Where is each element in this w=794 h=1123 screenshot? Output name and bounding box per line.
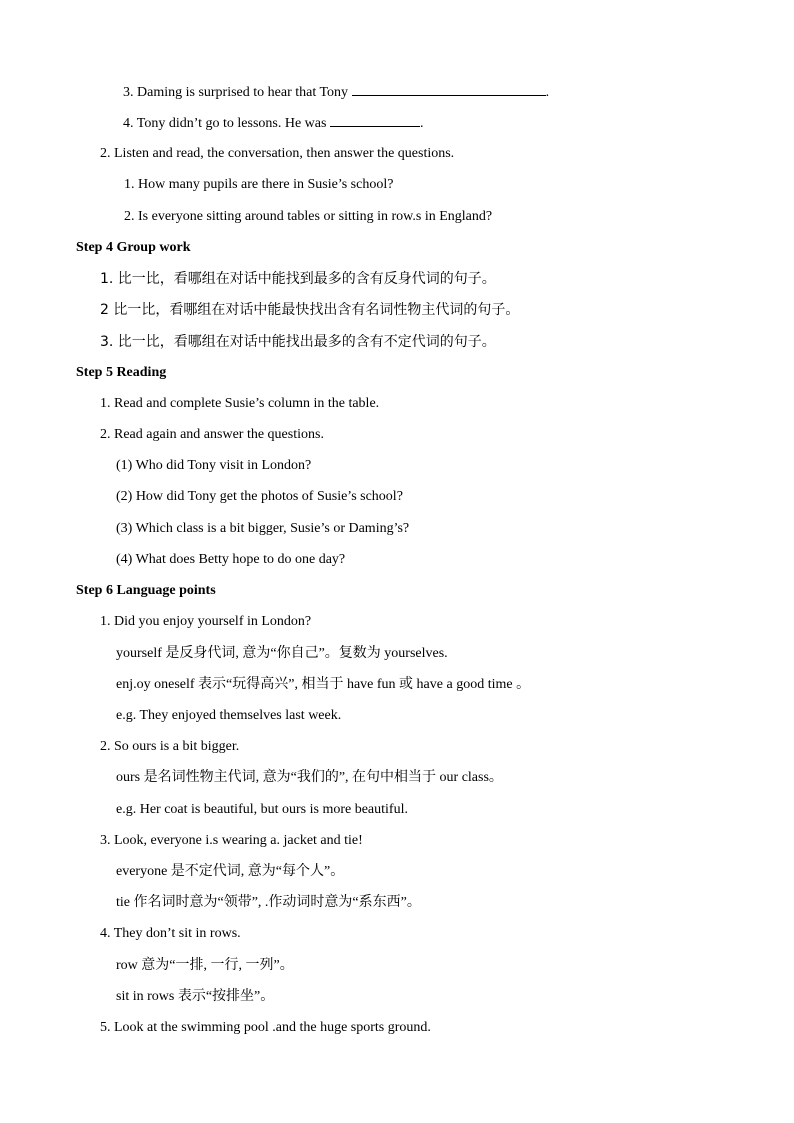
question-line-4: 4. Tony didn’t go to lessons. He was . [123,116,424,131]
question-line-3: 3. Daming is surprised to hear that Tony . [123,85,550,100]
point-3-note-1: everyone 是不定代词, 意为“每个人”。 [116,864,345,879]
question-sitting: 2. Is everyone sitting around tables or sitting in row.s in England? [124,209,493,224]
answer-blank[interactable] [330,114,420,127]
point-5: 5. Look at the swimming pool .and the huge sports ground. [100,1020,431,1035]
answer-blank[interactable] [352,83,546,96]
reading-question-2: (2) How did Tony get the photos of Susie’s school? [116,489,403,504]
point-4-note-1: row 意为“一排, 一行, 一列”。 [116,958,294,973]
reading-question-1: (1) Who did Tony visit in London? [116,458,312,473]
point-3: 3. Look, everyone i.s wearing a. jacket and tie! [100,833,363,848]
reading-task-2: 2. Read again and answer the questions. [100,427,324,442]
point-2: 2. So ours is a bit bigger. [100,739,240,754]
point-2-note: ours 是名词性物主代词, 意为“我们的”, 在句中相当于 our class。 [116,770,503,785]
reading-question-4: (4) What does Betty hope to do one day? [116,552,346,567]
point-1-note-1: yourself 是反身代词, 意为“你自己”。复数为 yourselves. [116,646,448,661]
group-task-2: 2 比一比，看哪组在对话中能最快找出含有名词性物主代词的句子。 [100,302,520,318]
question-pupils: 1. How many pupils are there in Susie’s school? [124,177,394,192]
point-4: 4. They don’t sit in rows. [100,926,241,941]
point-3-note-2: tie 作名词时意为“领带”, .作动词时意为“系东西”。 [116,895,421,910]
reading-task-1: 1. Read and complete Susie’s column in the table. [100,396,380,411]
point-4-note-2: sit in rows 表示“按排坐”。 [116,989,275,1004]
point-2-example: e.g. Her coat is beautiful, but ours is more beautiful. [116,802,408,817]
step-5-heading: Step 5 Reading [76,365,167,380]
instruction-listen: 2. Listen and read, the conversation, then answer the questions. [100,146,455,161]
reading-question-3: (3) Which class is a bit bigger, Susie’s or Daming’s? [116,521,410,536]
group-task-3: 3. 比一比，看哪组在对话中能找出最多的含有不定代词的句子。 [100,334,496,350]
step-4-heading: Step 4 Group work [76,240,191,255]
point-1-note-2: enj.oy oneself 表示“玩得高兴”, 相当于 have fun 或 have a good time 。 [116,677,531,692]
point-1-example: e.g. They enjoyed themselves last week. [116,708,342,723]
group-task-1: 1. 比一比，看哪组在对话中能找到最多的含有反身代词的句子。 [100,271,496,287]
point-1: 1. Did you enjoy yourself in London? [100,614,312,629]
step-6-heading: Step 6 Language points [76,583,216,598]
